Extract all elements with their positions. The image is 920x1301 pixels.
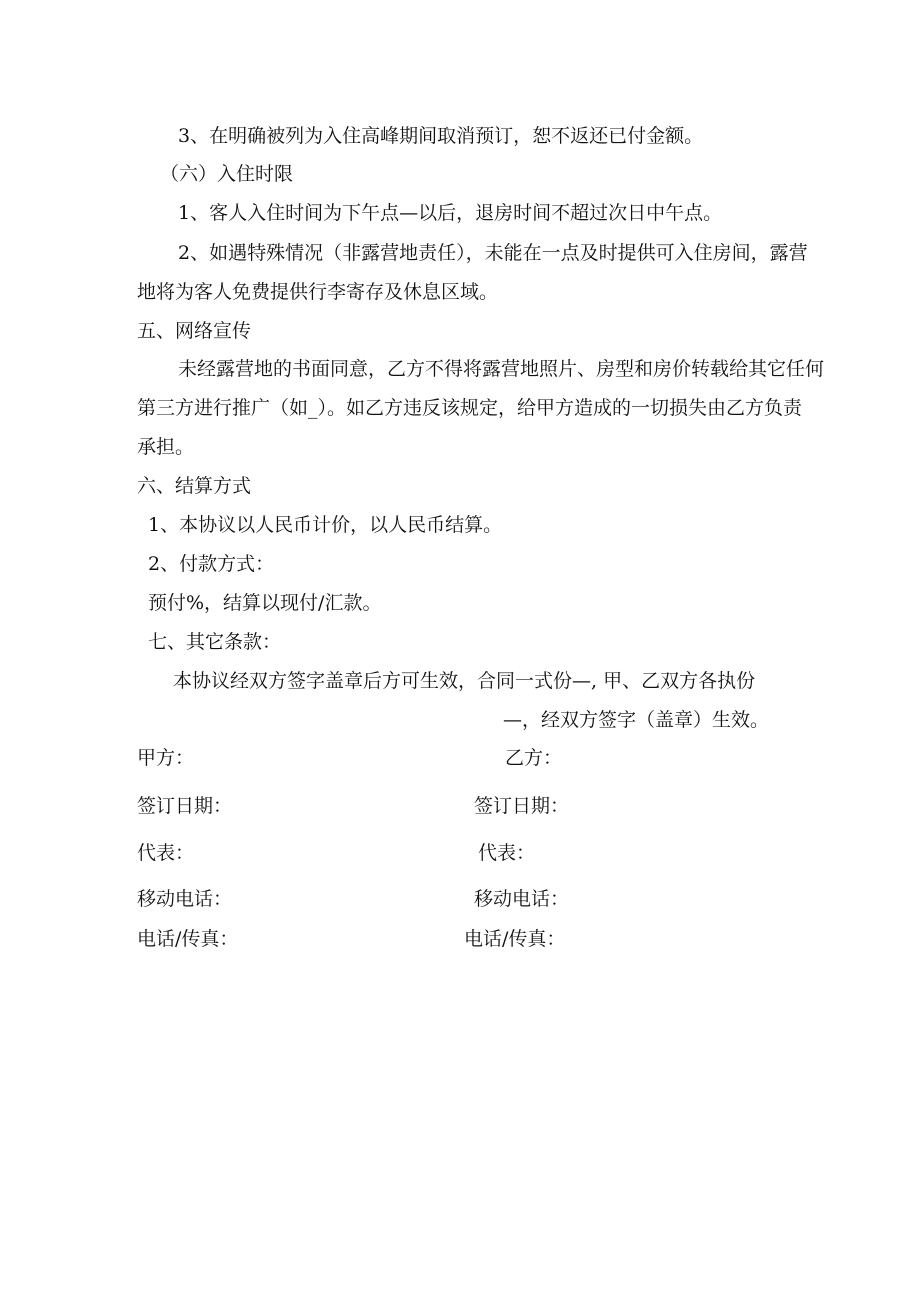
section-heading-other: 七、其它条款： [148, 631, 282, 653]
phone-fax-a-label: 电话/传真： [137, 928, 239, 950]
settlement-prepay: 预付%，结算以现付/汇款。 [148, 592, 382, 614]
checkin-item-2-line2: 地将为客人免费提供行李寄存及休息区域。 [137, 281, 499, 303]
party-a-label: 甲方： [137, 747, 195, 769]
checkin-item-2-line1: 2、如遇特殊情况（非露营地责任），未能在一点及时提供可入住房间，露营 [178, 242, 808, 264]
settlement-item-1: 1、本协议以人民币计价，以人民币结算。 [148, 514, 503, 536]
party-b-label: 乙方： [505, 747, 563, 769]
sign-date-a-label: 签订日期： [137, 795, 233, 817]
phone-fax-b-label: 电话/传真： [464, 928, 566, 950]
network-paragraph-line1: 未经露营地的书面同意，乙方不得将露营地照片、房型和房价转载给其它任何 [178, 358, 825, 380]
representative-a-label: 代表： [137, 842, 195, 864]
section-heading-network: 五、网络宣传 [137, 320, 252, 342]
settlement-item-2: 2、付款方式： [148, 553, 275, 575]
representative-b-label: 代表： [478, 842, 536, 864]
network-paragraph-line3: 承担。 [137, 436, 195, 458]
sign-date-b-label: 签订日期： [474, 795, 570, 817]
section-heading-settlement: 六、结算方式 [137, 475, 252, 497]
mobile-a-label: 移动电话： [137, 888, 233, 910]
checkin-item-1: 1、客人入住时间为下午点—以后，退房时间不超过次日中午点。 [178, 202, 723, 224]
other-paragraph-line1: 本协议经双方签字盖章后方可生效，合同一式份—, 甲、乙双方各执份 [173, 670, 756, 692]
other-paragraph-line2: —，经双方签字（盖章）生效。 [503, 709, 770, 731]
clause-item-3: 3、在明确被列为入住高峰期间取消预订，恕不返还已付金额。 [178, 125, 704, 147]
mobile-b-label: 移动电话： [474, 888, 570, 910]
network-paragraph-line2: 第三方进行推广（如_）。如乙方违反该规定，给甲方造成的一切损失由乙方负责 [137, 397, 803, 419]
section-heading-checkin: （六）入住时限 [160, 163, 294, 185]
